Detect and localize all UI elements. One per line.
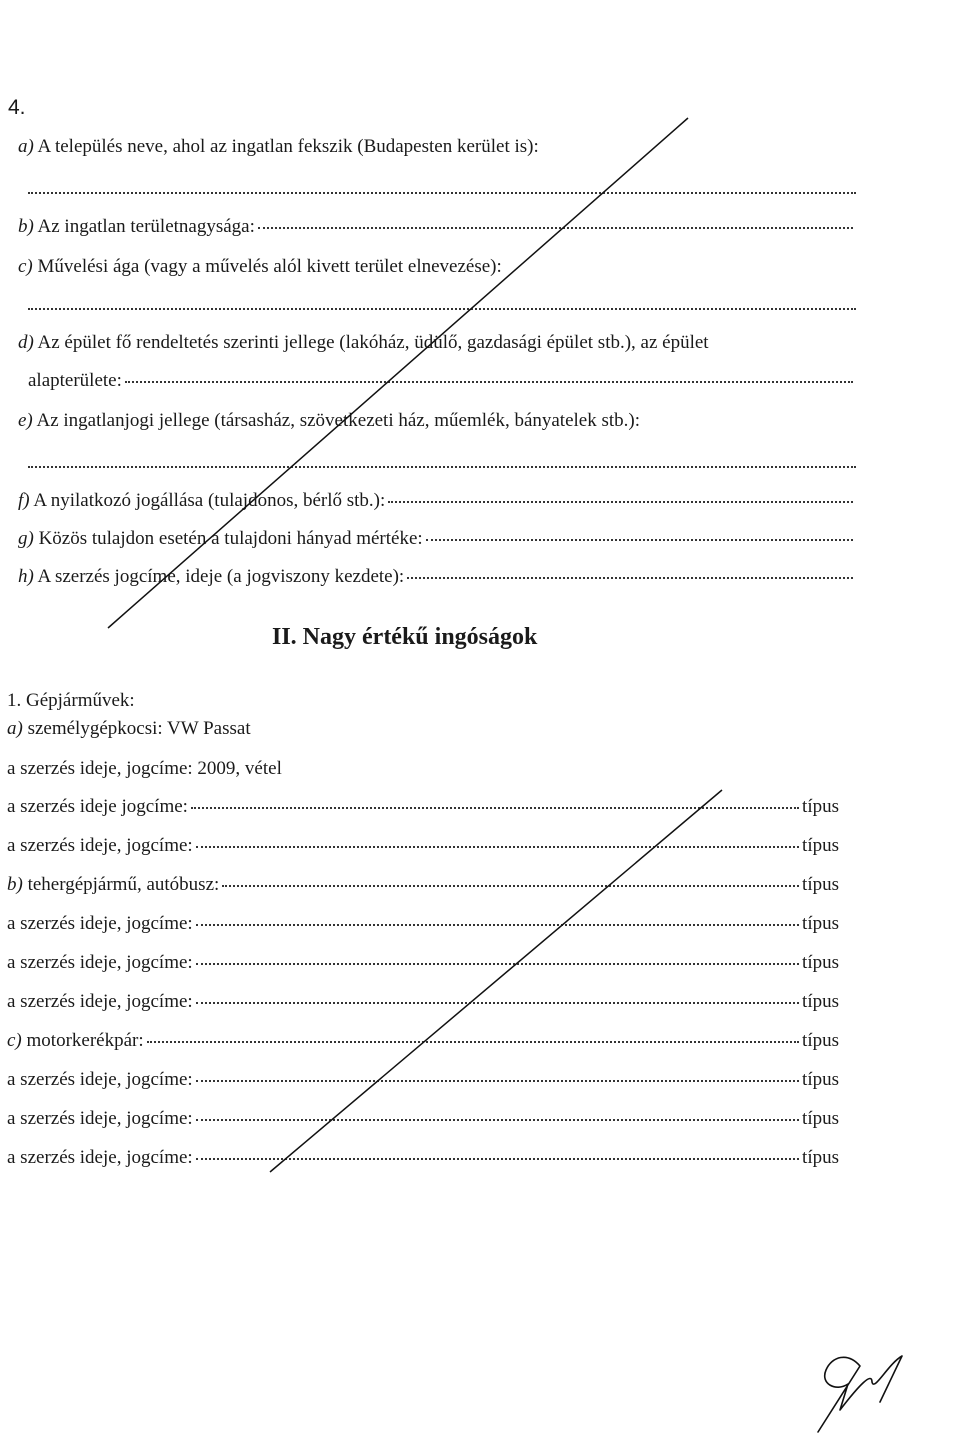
vehicle-row-marker: c)	[7, 1030, 22, 1051]
vehicle-row-type: típus	[802, 1030, 839, 1051]
field-d-area-label: alapterülete:	[28, 370, 122, 391]
vehicle-row-type: típus	[802, 874, 839, 895]
field-g-label: Közös tulajdon esetén a tulajdoni hányad mértéke:	[38, 528, 423, 549]
field-h-marker: h)	[18, 566, 34, 587]
vehicle-row-type: típus	[802, 1108, 839, 1129]
field-a-label: A település neve, ahol az ingatlan fekszik (Budapesten kerület is):	[37, 136, 539, 157]
car-marker: a)	[7, 718, 23, 739]
field-e-label: Az ingatlanjogi jellege (társasház, szövetkezeti ház, műemlék, bányatelek stb.):	[36, 410, 641, 431]
field-f-label: A nyilatkozó jogállása (tulajdonos, bérlő stb.):	[33, 490, 386, 511]
strike-line-property	[108, 118, 688, 628]
section-title: II. Nagy értékű ingóságok	[272, 624, 538, 650]
vehicle-row-type: típus	[802, 913, 839, 934]
vehicle-row-label: motorkerékpár:	[26, 1030, 144, 1051]
vehicle-row-label: a szerzés ideje, jogcíme:	[7, 913, 193, 934]
vehicle-row-type: típus	[802, 1147, 839, 1168]
vehicle-row-label: a szerzés ideje, jogcíme:	[7, 1069, 193, 1090]
field-f-marker: f)	[18, 490, 30, 511]
vehicle-row-label: a szerzés ideje, jogcíme:	[7, 991, 193, 1012]
vehicle-row-type: típus	[802, 796, 839, 817]
vehicle-row-label: a szerzés ideje jogcíme:	[7, 796, 188, 817]
field-d-marker: d)	[18, 332, 34, 353]
car-label: személygépkocsi: VW Passat	[27, 718, 251, 739]
section-number: 4.	[8, 96, 26, 119]
signature	[818, 1356, 902, 1432]
strike-line-vehicles	[270, 790, 722, 1172]
field-a-marker: a)	[18, 136, 34, 157]
vehicle-row-marker: b)	[7, 874, 23, 895]
car-acquisition: a szerzés ideje, jogcíme: 2009, vétel	[7, 758, 282, 779]
vehicle-row-type: típus	[802, 952, 839, 973]
vehicle-row-type: típus	[802, 835, 839, 856]
field-b-label: Az ingatlan területnagysága:	[37, 216, 255, 237]
vehicle-row-label: a szerzés ideje, jogcíme:	[7, 1108, 193, 1129]
vehicles-heading: 1. Gépjárművek:	[7, 690, 135, 711]
field-e-marker: e)	[18, 410, 33, 431]
field-b-marker: b)	[18, 216, 34, 237]
vehicle-row-type: típus	[802, 991, 839, 1012]
vehicle-row-label: a szerzés ideje, jogcíme:	[7, 1147, 193, 1168]
vehicle-row-label: tehergépjármű, autóbusz:	[27, 874, 220, 895]
field-d-label: Az épület fő rendeltetés szerinti jellege (lakóház, üdülő, gazdasági épület stb.), az épület	[37, 332, 709, 353]
field-g-marker: g)	[18, 528, 34, 549]
field-c-marker: c)	[18, 256, 33, 277]
vehicle-row-label: a szerzés ideje, jogcíme:	[7, 835, 193, 856]
vehicle-row-type: típus	[802, 1069, 839, 1090]
vehicle-row-label: a szerzés ideje, jogcíme:	[7, 952, 193, 973]
field-c-label: Művelési ága (vagy a művelés alól kivett terület elnevezése):	[37, 256, 502, 277]
field-h-label: A szerzés jogcíme, ideje (a jogviszony kezdete):	[37, 566, 405, 587]
